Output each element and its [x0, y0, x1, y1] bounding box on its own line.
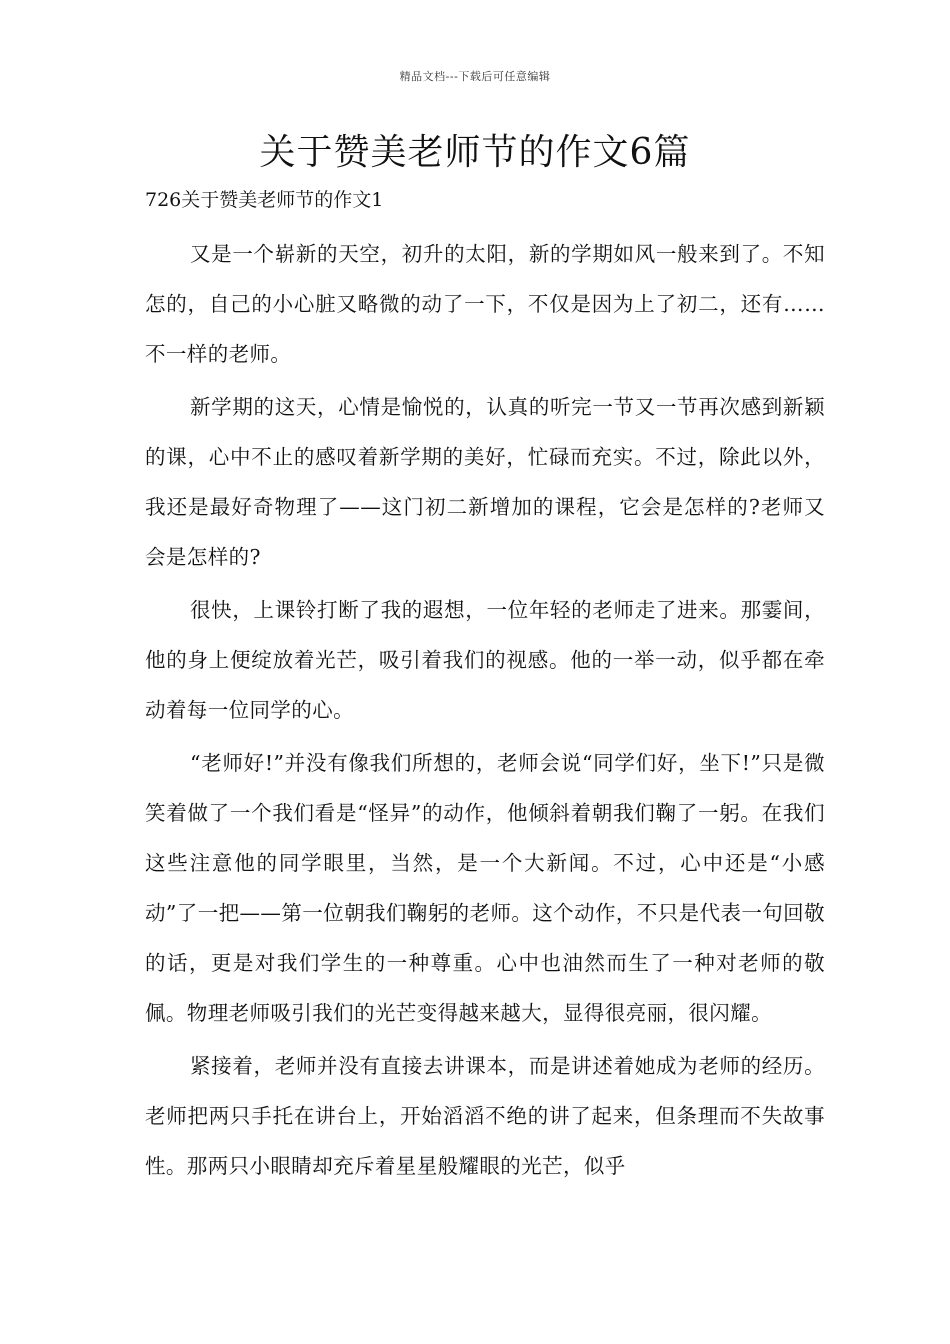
document-title: 关于赞美老师节的作文6篇 — [259, 132, 691, 173]
paragraph: 紧接着，老师并没有直接去讲课本，而是讲述着她成为老师的经历。老师把两只手托在讲台上，开始滔滔不绝的讲了起来，但条理而不失故事性。那两只小眼睛却充斥着星星般耀眼的光芒，似乎 — [145, 1054, 825, 1178]
header-note: 精品文档---下载后可任意编辑 — [399, 70, 551, 83]
paragraph: 新学期的这天，心情是愉悦的，认真的听完一节又一节再次感到新颖的课，心中不止的感叹着新学期的美好，忙碌而充实。不过，除此以外，我还是最好奇物理了——这门初二新增加的课程，它会是怎样的?老师又会是怎样的? — [145, 395, 825, 569]
paragraph: 很快，上课铃打断了我的遐想，一位年轻的老师走了进来。那霎间，他的身上便绽放着光芒，吸引着我们的视感。他的一举一动，似乎都在牵动着每一位同学的心。 — [145, 598, 825, 722]
section-heading: 726关于赞美老师节的作文1 — [145, 189, 384, 211]
paragraph: 又是一个崭新的天空，初升的太阳，新的学期如风一般来到了。不知怎的，自己的小心脏又略微的动了一下，不仅是因为上了初二，还有……不一样的老师。 — [145, 242, 825, 366]
paragraph: “老师好!”并没有像我们所想的，老师会说“同学们好，坐下!”只是微笑着做了一个我们看是“怪异”的动作，他倾斜着朝我们鞠了一躬。在我们这些注意他的同学眼里，当然，是一个大新闻。不过，心中还是“小感动”了一把——第一位朝我们鞠躬的老师。这个动作，不只是代表一句回敬的话，更是对我们学生的一种尊重。心中也油然而生了一种对老师的敬佩。物理老师吸引我们的光芒变得越来越大，显得很亮丽，很闪耀。 — [145, 751, 825, 1025]
essay-body — [145, 229, 825, 1194]
